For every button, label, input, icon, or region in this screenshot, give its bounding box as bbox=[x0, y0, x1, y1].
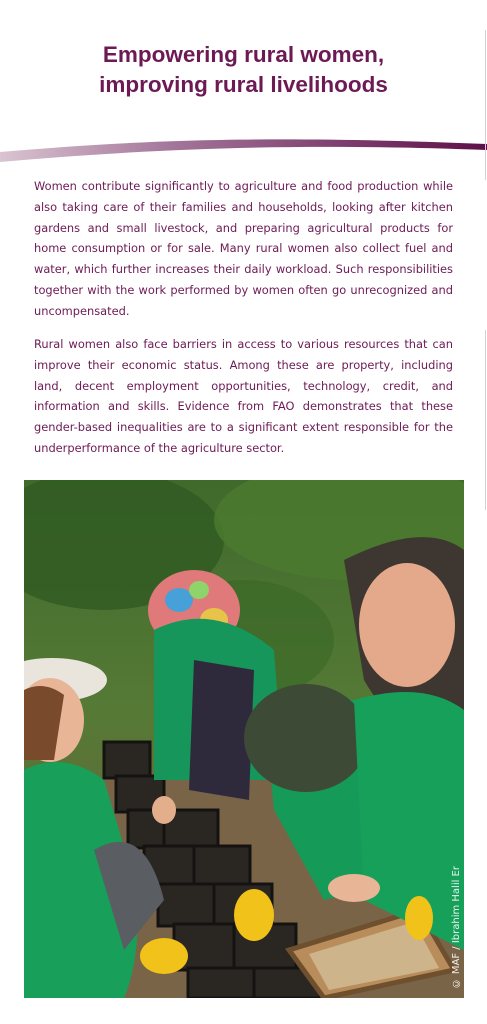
page-edge-divider bbox=[485, 330, 486, 510]
photo-women-planting-seedlings bbox=[24, 480, 464, 998]
barriers-paragraph: Rural women also face barriers in access to various resources that can improve their economic status. Among these are property, including land, decent employment opportunities, technology, credit, and information and skills. Evidence from FAO demonstrates that these gender-based inequalities are to a significant extent responsible for the underperformance of the agriculture sector. bbox=[34, 337, 453, 455]
page-edge-divider bbox=[485, 30, 486, 180]
photo-illustration bbox=[24, 480, 464, 998]
photo-credit: © MAF / Ibrahim Halil Er bbox=[451, 865, 462, 988]
title-line-1: Empowering rural women, bbox=[102, 42, 385, 67]
decorative-swoosh bbox=[0, 128, 487, 164]
page-title bbox=[0, 40, 487, 100]
intro-paragraph: Women contribute significantly to agriculture and food production while also taking care of their families and households, looking after kitchen gardens and small livestock, and preparing agricultural products for home consumption or for sale. Many rural women also collect fuel and water, which further increases their daily workload. Such responsibilities together with the work performed by women often go unrecognized and uncompensated. bbox=[34, 179, 453, 318]
title-line-2: improving rural livelihoods bbox=[99, 72, 388, 97]
